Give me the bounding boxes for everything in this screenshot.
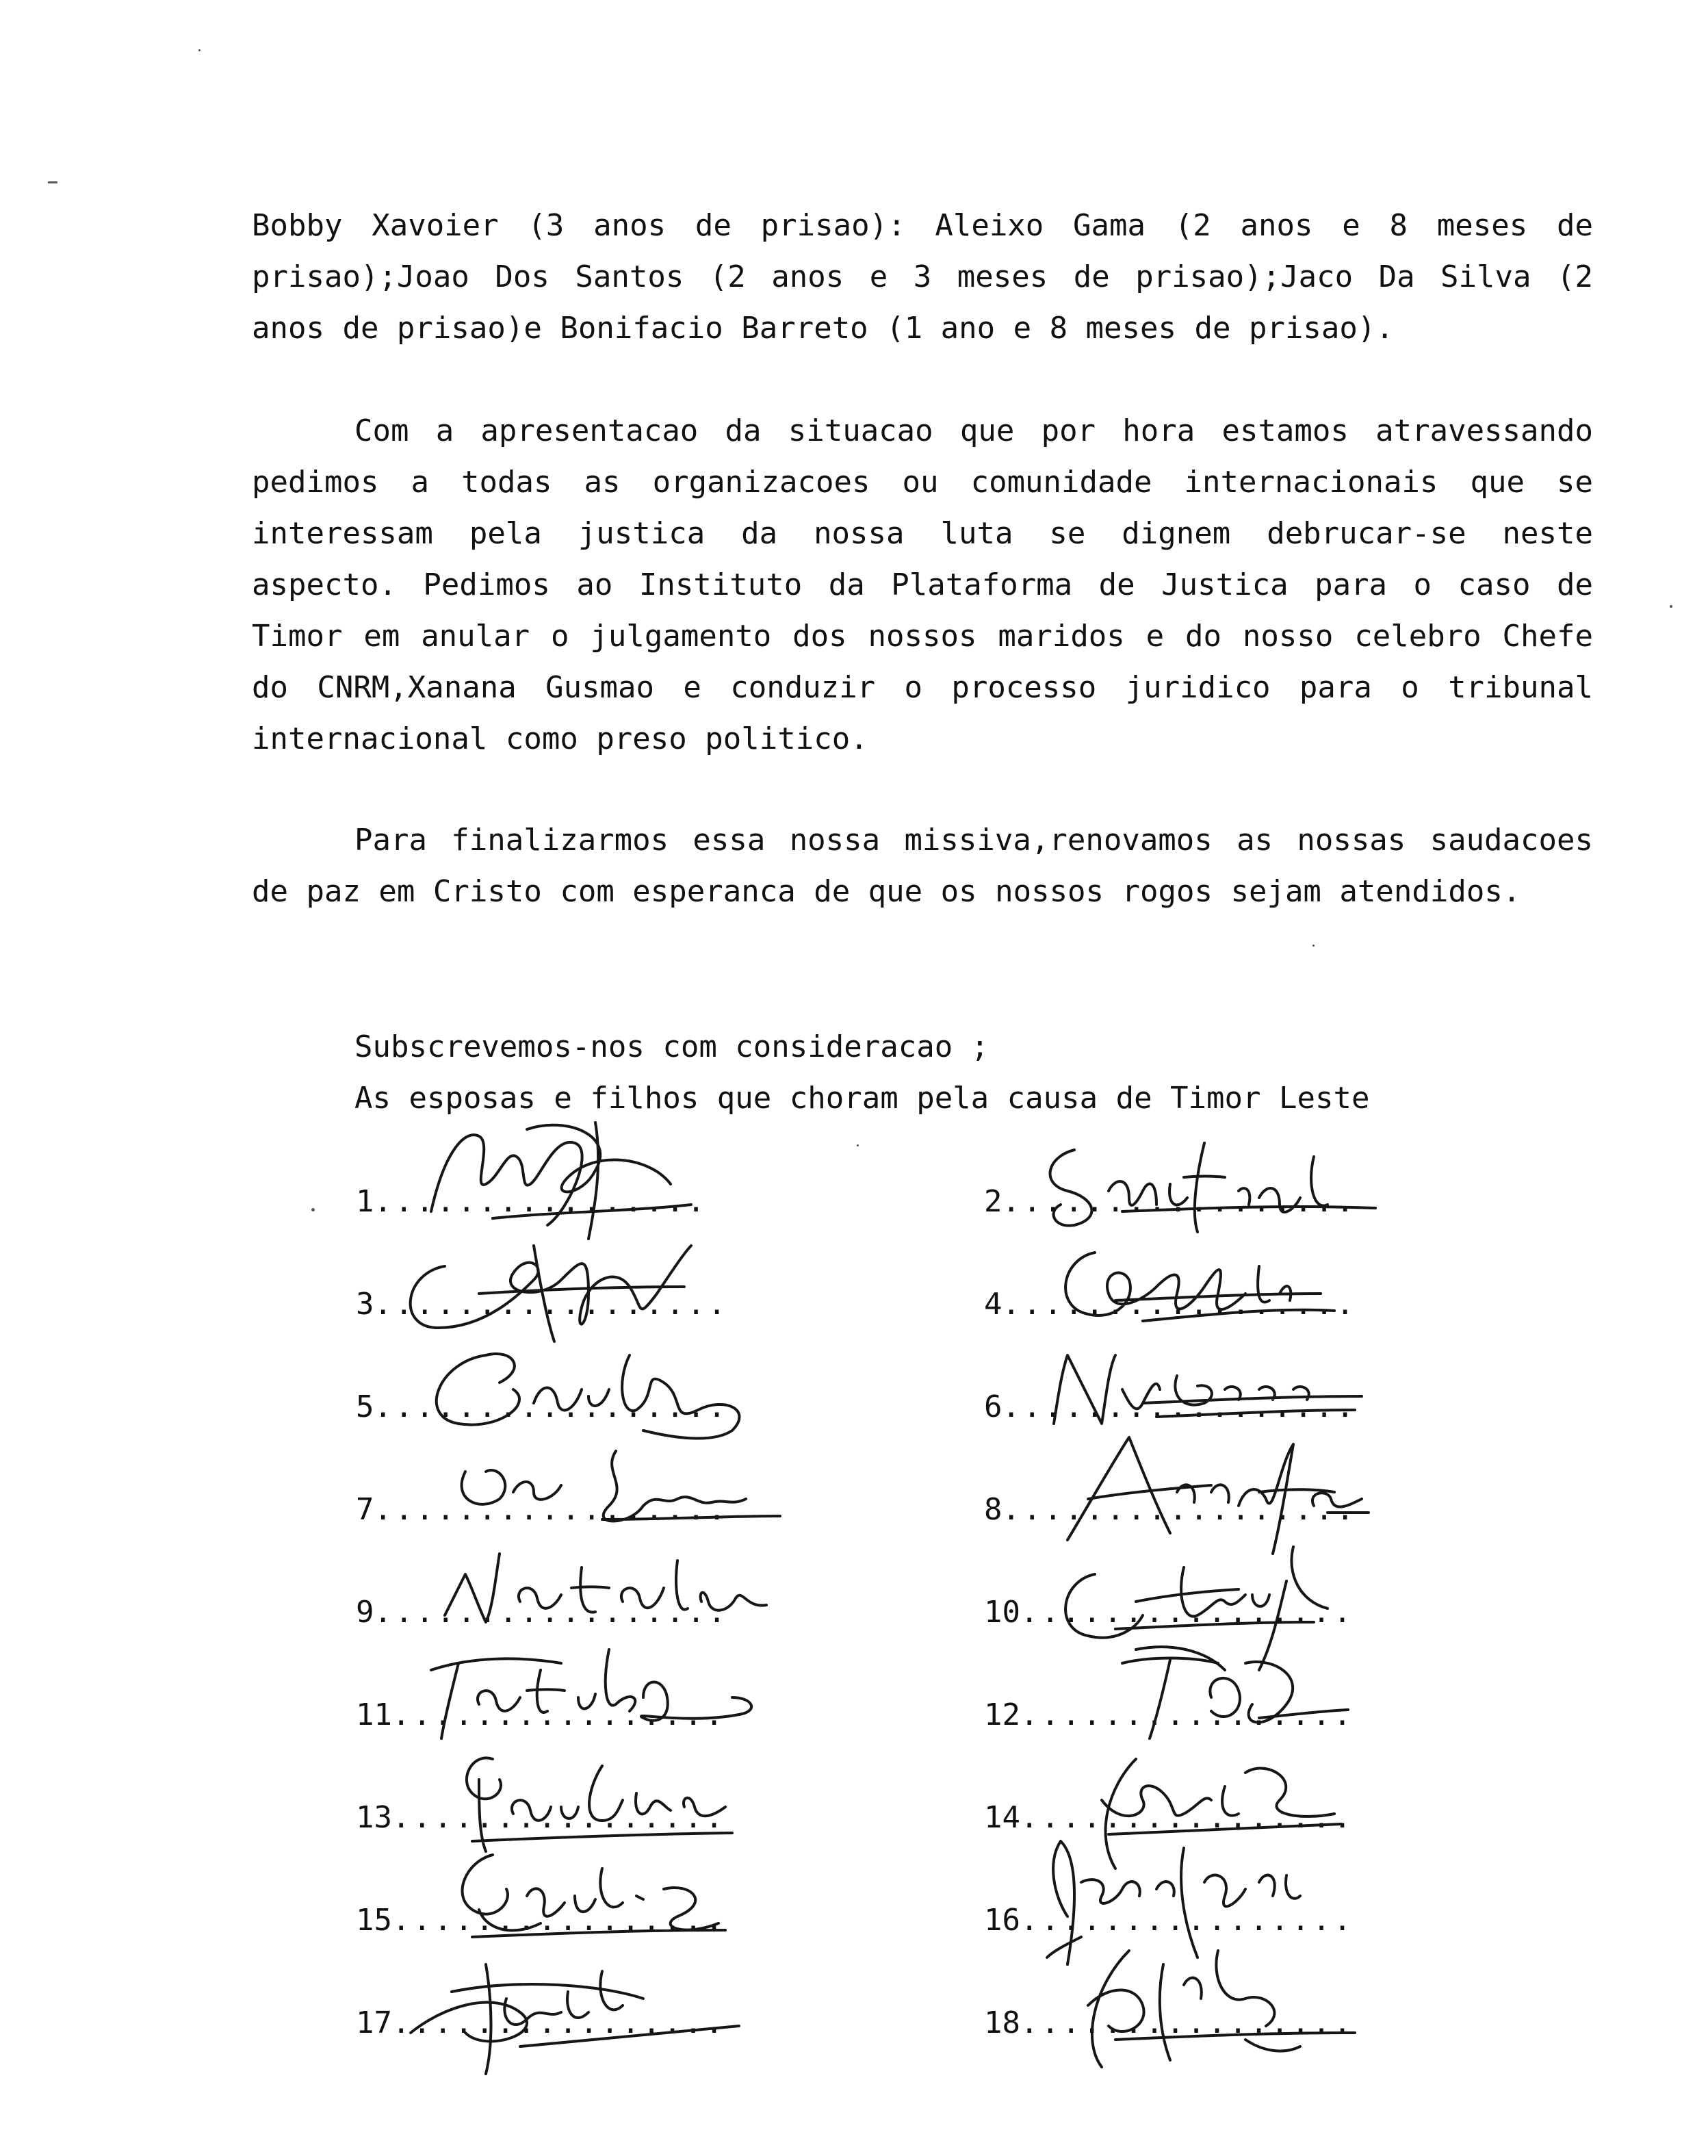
signature-9 [424,1533,794,1636]
signature-line-16: 16................ [984,1903,1354,1938]
paragraph-1: Bobby Xavoier (3 anos de prisao): Aleixo Gama (2 anos e 8 meses de prisao);Joao Dos Santos (2 anos e 3 meses de prisao);Jaco Da Silva (2 anos de prisao)e Bonifacio Barreto (1 ano e 8 meses de prisao). [252,208,1593,346]
signature-line-14: 14................ [984,1800,1354,1835]
signature-2 [1026,1129,1396,1239]
scan-speck [198,49,200,51]
signature-line-9: 9................. [356,1595,729,1630]
signature-18 [1040,1923,1382,2081]
signature-line-2: 2................. [984,1184,1357,1219]
paragraph-2: Com a apresentacao da situacao que por hora estamos atravessando pedimos a todas as organizacoes ou comunidade internacionais que se interessam pela justica da nossa luta se dignem debrucar-se neste aspecto. Pedimos ao Instituto da Plataforma de Justica para o caso de Timor em anular o julgamento dos nossos maridos e do nosso celebro Chefe do CNRM,Xanana Gusmao e conduzir o processo juridico para o tribunal internacional como preso politico. [252,413,1593,756]
signature-17 [383,1937,766,2074]
signature-line-3: 3................. [356,1287,729,1322]
paragraph-request [252,405,1593,765]
signature-7 [438,1430,794,1533]
signature-line-8: 8................. [984,1492,1357,1527]
scan-speck [1670,605,1672,608]
signature-line-12: 12................ [984,1697,1354,1732]
signature-line-1: 1................ [356,1184,708,1219]
signature-line-11: 11................ [356,1697,726,1732]
scan-speck [857,1144,859,1146]
signature-line-7: 7................. [356,1492,729,1527]
paragraph-closing [252,814,1593,917]
signature-line-4: 4................. [984,1287,1357,1322]
scan-mark [48,181,57,183]
scan-speck [1312,945,1315,947]
signature-line-18: 18................ [984,2005,1354,2040]
signature-line-10: 10................ [984,1595,1354,1630]
closing-salutation: Subscrevemos-nos com consideracao ; [354,1029,989,1064]
signature-4 [1033,1225,1362,1342]
paragraph-3: Para finalizarmos essa nossa missiva,renovamos as nossas saudacoes de paz em Cristo com esperanca de que os nossos rogos sejam atendidos. [252,823,1593,909]
signature-line-17: 17................ [356,2005,726,2040]
signature-line-15: 15................ [356,1903,726,1938]
closing-signatories: As esposas e filhos que choram pela causa de Timor Leste [354,1081,1370,1116]
paragraph-sentences [252,200,1593,354]
scan-speck [311,1208,315,1211]
signature-3 [383,1225,725,1342]
signature-line-13: 13................ [356,1800,726,1835]
signature-line-6: 6................. [984,1389,1357,1424]
signature-11 [411,1629,794,1752]
signature-line-5: 5................. [356,1389,729,1424]
